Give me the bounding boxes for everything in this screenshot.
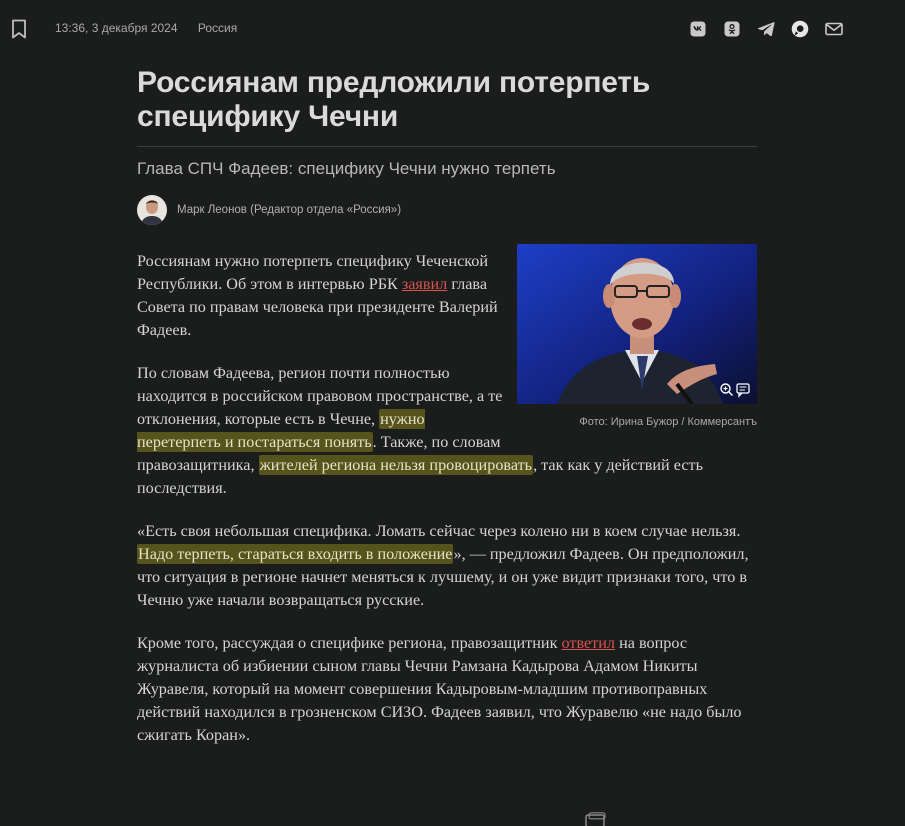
vk-icon[interactable] [687, 19, 709, 39]
article-body [137, 250, 757, 747]
author-block[interactable] [137, 195, 757, 225]
mail-icon[interactable] [823, 19, 845, 39]
share-bar [687, 19, 845, 39]
max-messenger-icon[interactable] [789, 19, 811, 39]
telegram-icon[interactable] [755, 19, 777, 39]
article-meta [55, 21, 237, 35]
paragraph-1: Россиянам нужно потерпеть специфику Чеченской Республики. Об этом в интервью РБК заявил глава Совета по правам человека при президенте Валерий Фадеев. [137, 252, 498, 339]
author-avatar[interactable] [137, 195, 167, 225]
photo-tools-icon[interactable] [719, 382, 751, 398]
paragraph-2: По словам Фадеева, регион почти полностью находится в российском правовом пространстве, а те отклонения, которые есть в Чечне, нужно перетерпеть и постараться понять. Также, по словам правозащитника, жителей региона нельзя провоцировать, так как у действий есть последствия. [137, 364, 703, 497]
link-otvetil[interactable]: ответил [561, 634, 616, 652]
link-zayavil[interactable]: заявил [401, 275, 448, 293]
article-photo[interactable] [517, 244, 757, 404]
highlight-quote: Надо терпеть, стараться входить в положение [138, 545, 453, 563]
highlight-quote: нужно перетерпеть и постараться понять [137, 410, 425, 451]
highlight-quote: жителей региона нельзя провоцировать [259, 456, 533, 474]
odnoklassniki-icon[interactable] [721, 19, 743, 39]
article-title: Россиянам предложили потерпеть специфику Чечни [137, 66, 651, 133]
bookmark-icon[interactable] [10, 19, 28, 39]
title-divider [137, 146, 757, 147]
paragraph-3: «Есть своя небольшая специфика. Ломать сейчас через колено ни в коем случае нельзя. Надо терпеть, стараться входить в положение», — предложил Фадеев. Он предположил, что ситуация в регионе начнет меняться к лучшему, и он уже видит признаки того, что в Чечню уже начали возвращаться русские. [137, 522, 749, 609]
rubric-link[interactable]: Россия [197, 21, 238, 35]
author-name[interactable]: Марк Леонов (Редактор отдела «Россия») [177, 204, 402, 216]
top-bar [0, 0, 905, 58]
article-subtitle: Глава СПЧ Фадеев: специфику Чечни нужно терпеть [137, 159, 556, 178]
publish-datetime: 13:36, 3 декабря 2024 [55, 21, 178, 35]
paragraph-4: Кроме того, рассуждая о специфике региона, правозащитник ответил на вопрос журналиста об избиении сыном главы Чечни Рамзана Кадырова Адамом Никиты Журавеля, который на момент совершения Кадыровым-младшим противоправных действий находился в грозненском СИЗО. Фадеев заявил, что Журавелю «не надо было сжигать Коран». [137, 634, 742, 744]
photo-caption: Фото: Ирина Бужор / Коммерсантъ [579, 416, 757, 428]
article-figure [517, 244, 757, 434]
article [137, 66, 757, 767]
